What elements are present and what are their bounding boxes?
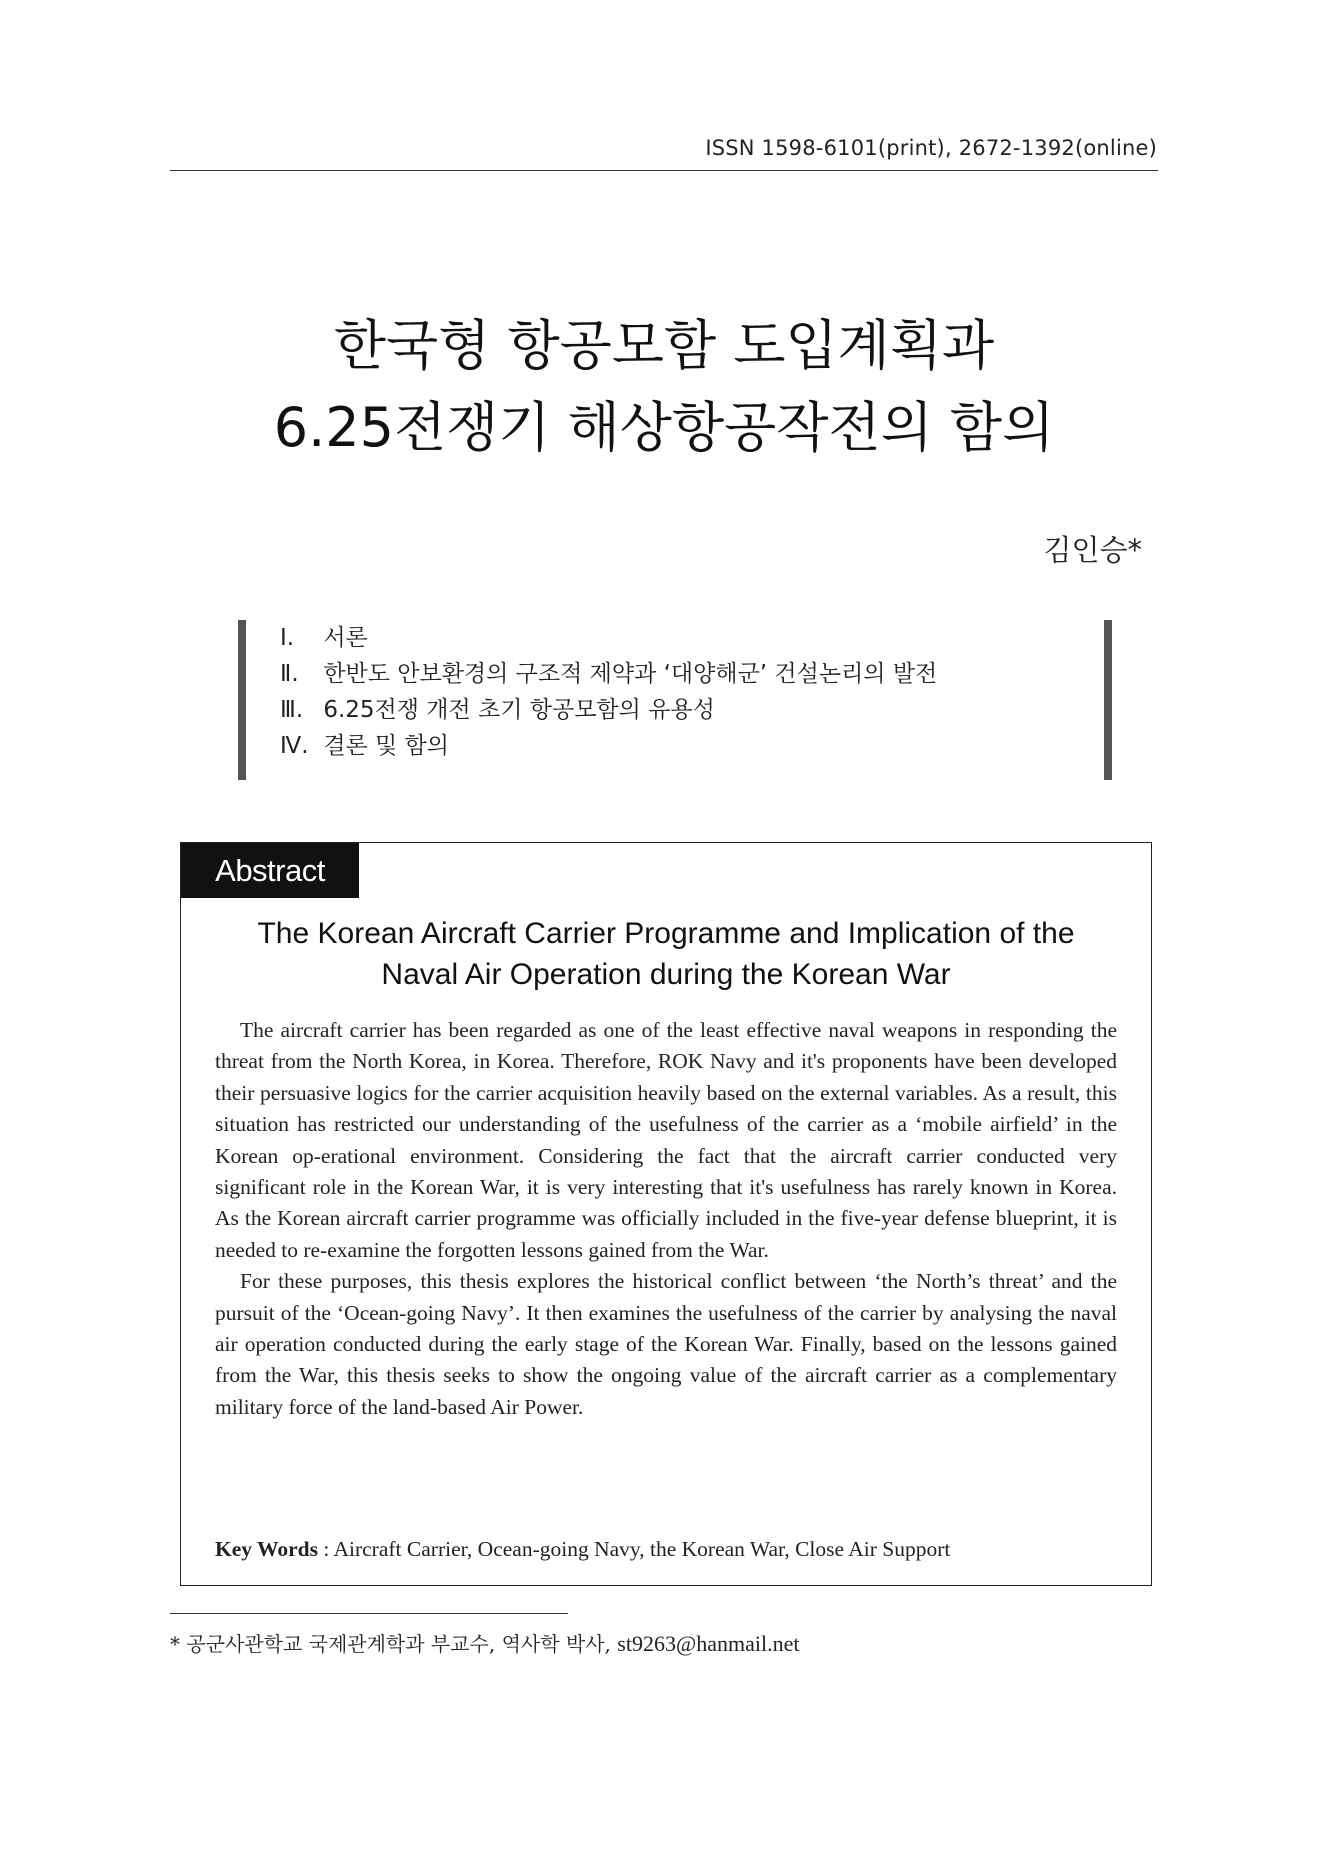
abstract-label: Abstract — [181, 843, 359, 898]
keywords-label: Key Words — [215, 1537, 318, 1561]
toc-item: Ⅱ. 한반도 안보환경의 구조적 제약과 ‘대양해군’ 건설논리의 발전 — [280, 661, 938, 687]
abstract-title-line-1: The Korean Aircraft Carrier Programme and Implication of the — [257, 917, 1075, 950]
table-of-contents — [238, 620, 1112, 780]
issn-line: ISSN 1598-6101(print), 2672-1392(online) — [705, 136, 1157, 160]
footnote-rule — [170, 1613, 568, 1614]
title-line-1: 한국형 항공모함 도입계획과 — [333, 314, 995, 377]
abstract-title — [181, 913, 1151, 995]
footnote-email: st9263@hanmail.net — [617, 1631, 800, 1656]
keywords — [215, 1537, 1117, 1562]
footnote — [170, 1628, 799, 1657]
toc-item: Ⅲ. 6.25전쟁 개전 초기 항공모함의 유용성 — [280, 697, 715, 723]
author-name: 김인승* — [1043, 533, 1142, 567]
keywords-list: Aircraft Carrier, Ocean-going Navy, the Korean War, Close Air Support — [333, 1537, 951, 1561]
header-rule — [170, 170, 1158, 171]
abstract-box — [180, 842, 1152, 1586]
toc-item: Ⅰ. 서론 — [280, 625, 368, 651]
toc-item: Ⅳ. 결론 및 함의 — [280, 733, 450, 759]
abstract-title-line-2: Naval Air Operation during the Korean War — [381, 958, 951, 991]
abstract-body — [215, 1015, 1117, 1423]
keywords-separator: : — [317, 1537, 334, 1561]
title-line-2: 6.25전쟁기 해상항공작전의 함의 — [273, 396, 1055, 459]
paper-title — [170, 305, 1158, 469]
footnote-text: * 공군사관학교 국제관계학과 부교수, 역사학 박사, — [170, 1632, 618, 1656]
abstract-paragraph: The aircraft carrier has been regarded as one of the least effective naval weapons in responding the threat from the North Korea, in Korea. Therefore, ROK Navy and it's proponents have been developed their persuasive logics for the carrier acquisition heavily based on the external variables. As a result, this situation has restricted our understanding of the usefulness of the carrier as a ‘mobile airfield’ in the Korean op-erational environment. Considering the fact that the aircraft carrier conducted very significant role in the Korean War, it is very interesting that it's usefulness has rarely known in Korea. As the Korean aircraft carrier programme was officially included in the five-year defense blueprint, it is needed to re-examine the forgotten lessons gained from the War. — [215, 1018, 1117, 1262]
abstract-paragraph: For these purposes, this thesis explores the historical conflict between ‘the North’s threat’ and the pursuit of the ‘Ocean-going Navy’. It then examines the usefulness of the carrier by analysing the naval air operation conducted during the early stage of the Korean War. Finally, based on the lessons gained from the War, this thesis seeks to show the ongoing value of the aircraft carrier as a complementary military force of the land-based Air Power. — [215, 1269, 1117, 1419]
